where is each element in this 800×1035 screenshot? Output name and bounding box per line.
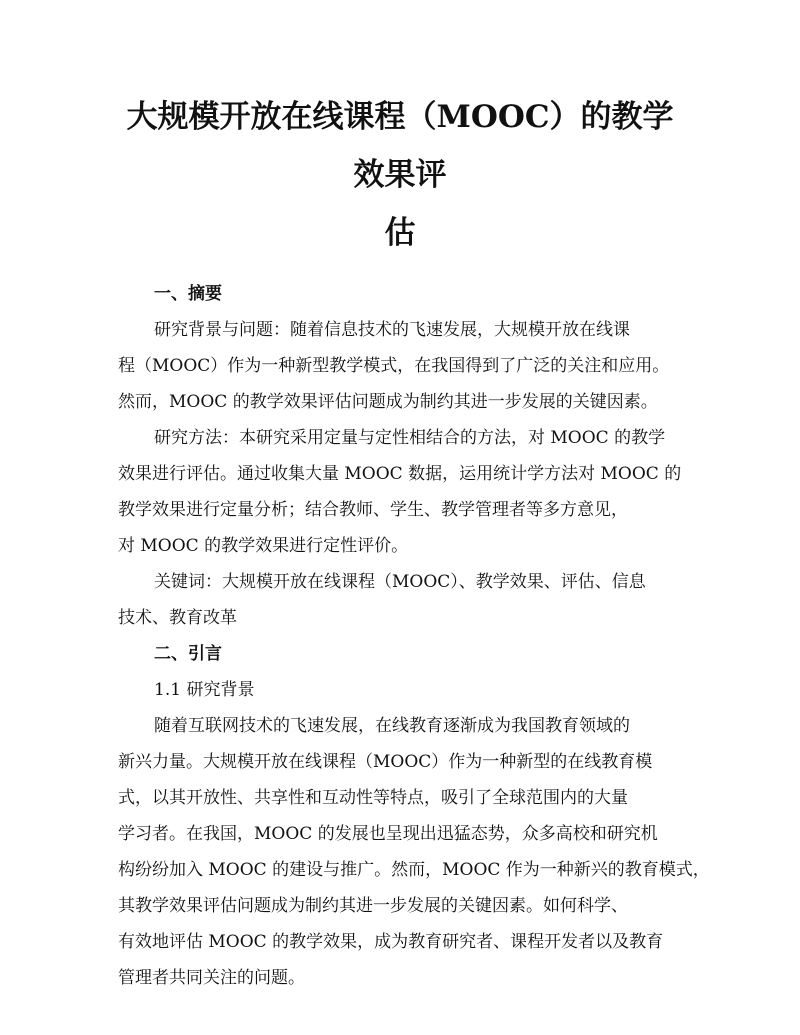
text-line: 然而，MOOC 的教学效果评估问题成为制约其进一步发展的关键因素。 (118, 392, 658, 412)
text-line: 对 MOOC 的教学效果进行定性评价。 (118, 536, 409, 556)
text-line: 式，以其开放性、共享性和互动性等特点，吸引了全球范围内的大量 (118, 788, 628, 808)
subsection-heading-background: 1.1 研究背景 (154, 680, 255, 700)
section-heading-introduction: 二、引言 (154, 644, 222, 664)
text-line: 技术、教育改革 (118, 608, 237, 628)
section-heading-abstract: 一、摘要 (154, 284, 222, 304)
text-line: 研究背景与问题：随着信息技术的飞速发展，大规模开放在线课 (154, 320, 630, 340)
text-line: 随着互联网技术的飞速发展，在线教育逐渐成为我国教育领域的 (154, 716, 630, 736)
document-title (118, 88, 682, 262)
text-line: 学习者。在我国，MOOC 的发展也呈现出迅猛态势，众多高校和研究机 (118, 824, 658, 844)
text-line: 新兴力量。大规模开放在线课程（MOOC）作为一种新型的在线教育模 (118, 752, 653, 772)
text-line: 效果进行评估。通过收集大量 MOOC 数据，运用统计学方法对 MOOC 的 (118, 464, 682, 484)
intro-paragraph (118, 708, 710, 996)
abstract-paragraph-keywords (118, 564, 682, 636)
title-line-2: 估 (384, 215, 416, 251)
text-line: 程（MOOC）作为一种新型教学模式，在我国得到了广泛的关注和应用。 (118, 356, 670, 376)
abstract-paragraph-method (118, 420, 682, 564)
text-line: 其教学效果评估问题成为制约其进一步发展的关键因素。如何科学、 (118, 896, 628, 916)
text-line: 有效地评估 MOOC 的教学效果，成为教育研究者、课程开发者以及教育 (118, 932, 664, 952)
text-line: 教学效果进行定量分析；结合教师、学生、教学管理者等多方意见， (118, 500, 628, 520)
abstract-paragraph-background (118, 312, 682, 420)
text-line: 管理者共同关注的问题。 (118, 968, 305, 988)
text-line: 构纷纷加入 MOOC 的建设与推广。然而，MOOC 作为一种新兴的教育模式， (118, 860, 710, 880)
text-line: 研究方法：本研究采用定量与定性相结合的方法，对 MOOC 的教学 (154, 428, 666, 448)
text-line: 关键词：大规模开放在线课程（MOOC）、教学效果、评估、信息 (154, 572, 646, 592)
title-line-1: 大规模开放在线课程（MOOC）的教学效果评 (126, 99, 674, 193)
